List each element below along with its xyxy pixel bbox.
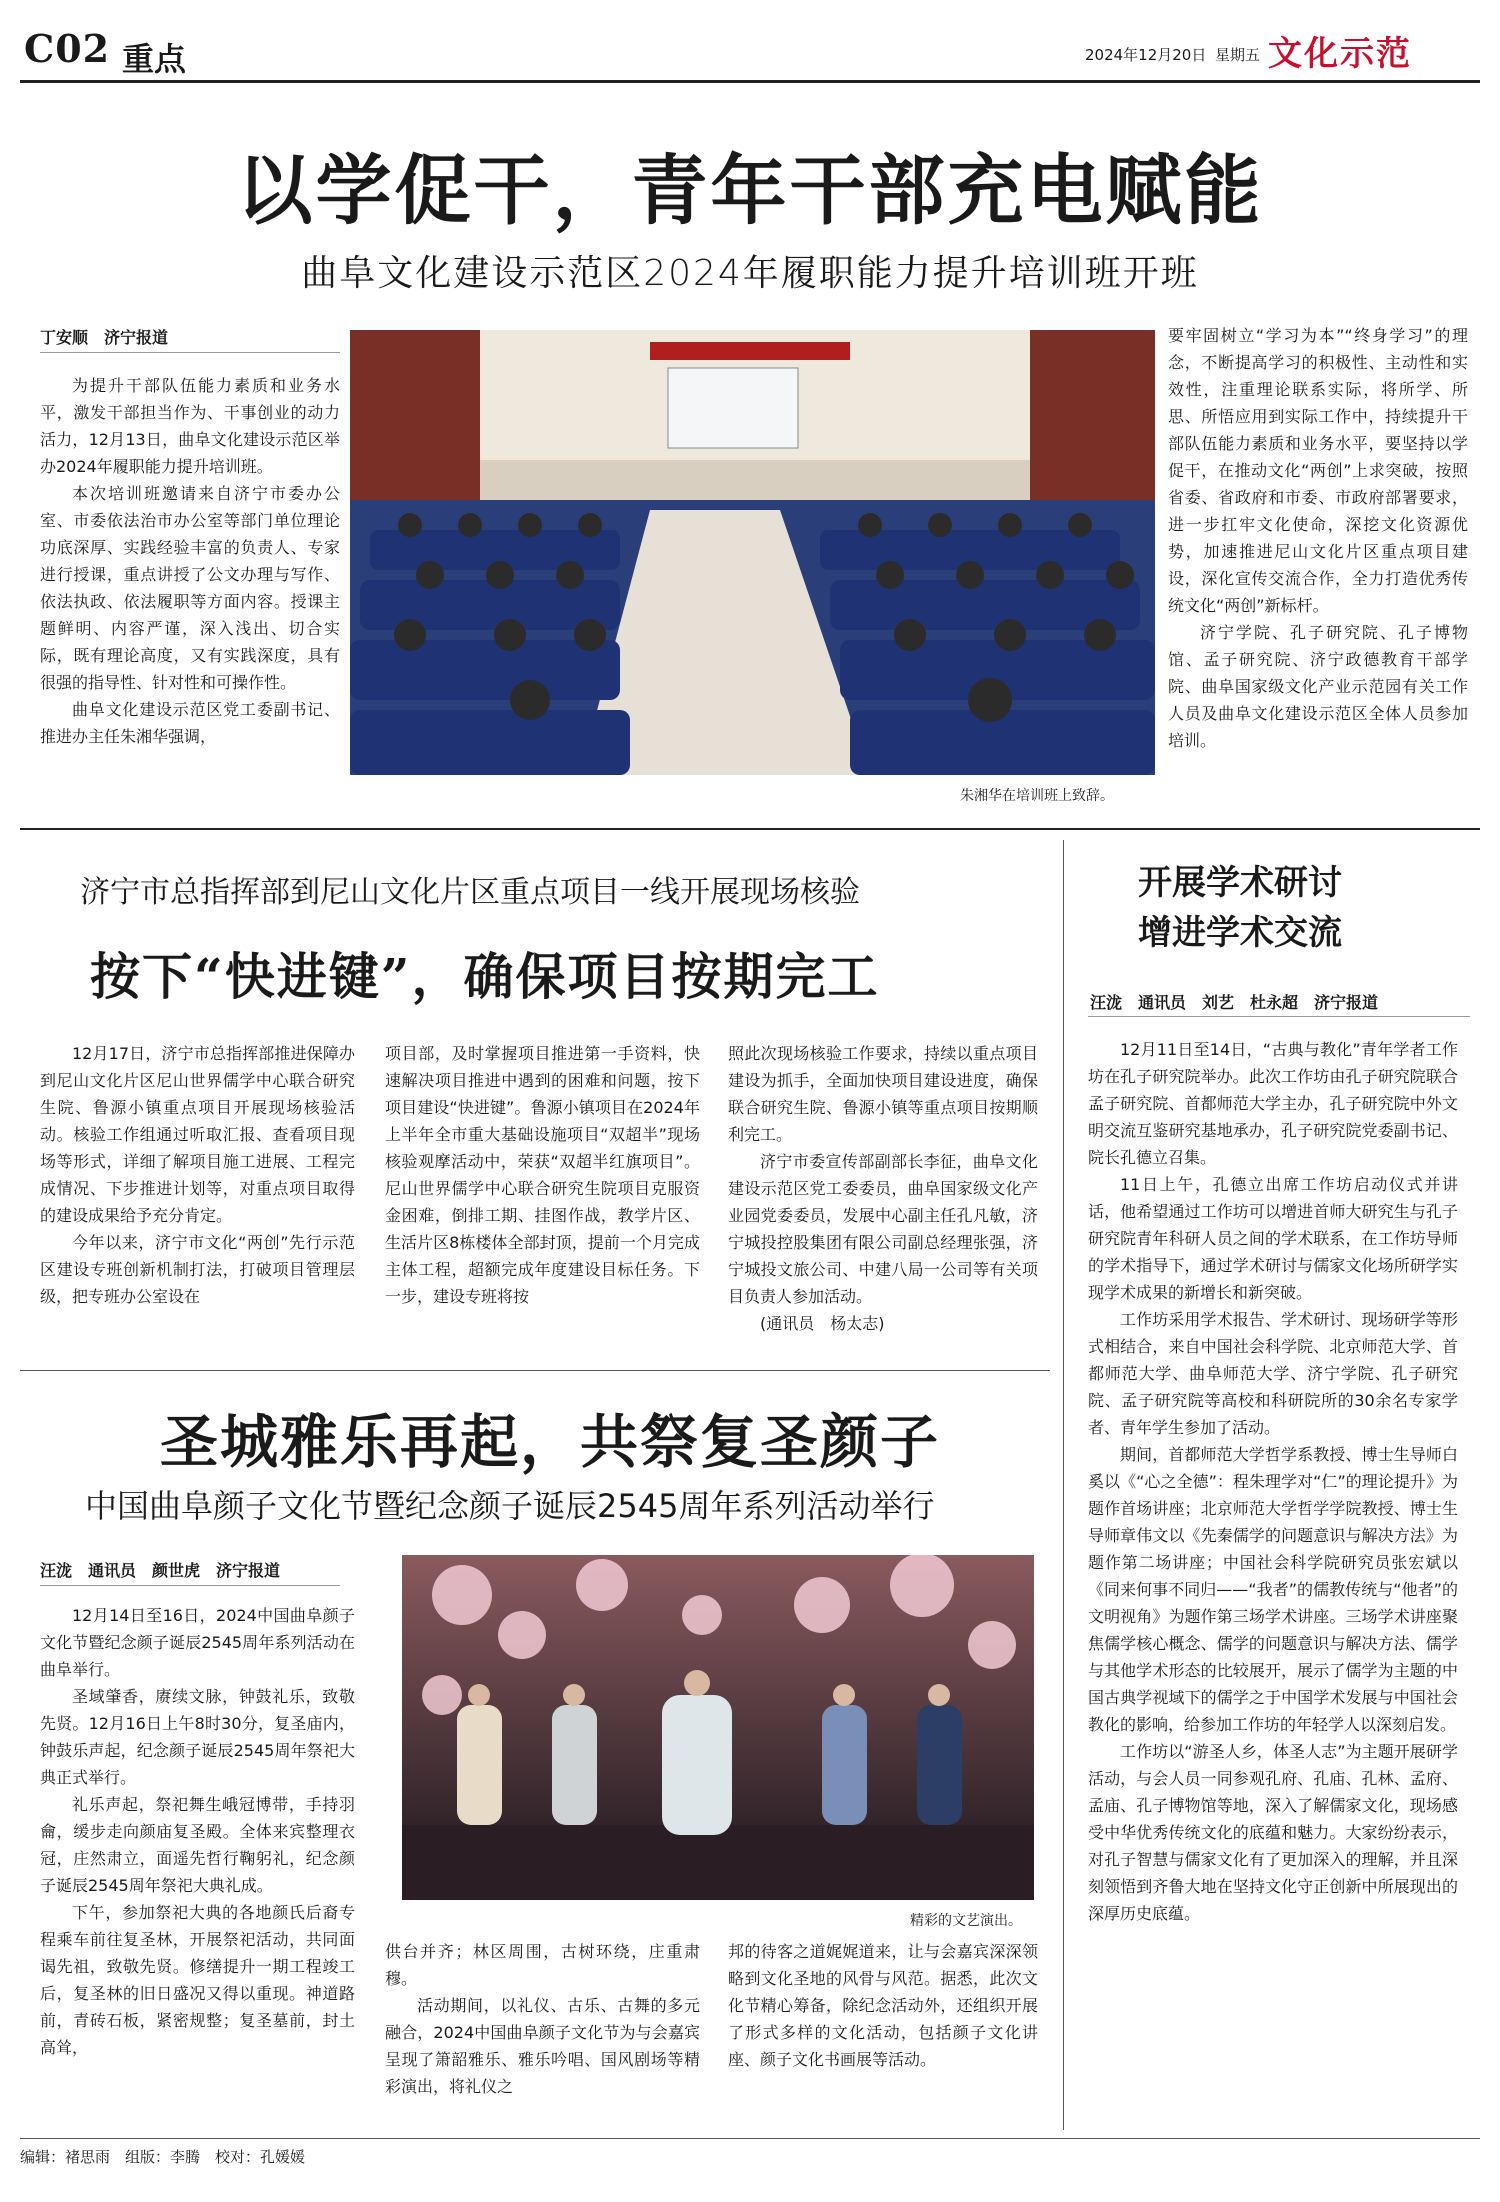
performance-photo bbox=[402, 1555, 1034, 1900]
paragraph: 要牢固树立“学习为本”“终身学习”的理念，不断提高学习的积极性、主动性和实效性，注重理论联系实际，将所学、所思、所悟应用到实际工作中，持续提升干部队伍能力素质和业务水平，要坚持以学促干，在推动文化“两创”上求突破，按照省委、省政府和市委、市政府部署要求，进一步扛牢文化使命，深挖文化资源优势，加速推进尼山文化片区重点项目建设，深化宣传交流合作，全力打造优秀传统文化“两创”新标杆。 bbox=[1168, 326, 1468, 615]
photo-caption: 朱湘华在培训班上致辞。 bbox=[960, 788, 1114, 804]
section-divider bbox=[20, 828, 1480, 830]
paragraph: 12月14日至16日，2024中国曲阜颜子文化节暨纪念颜子诞辰2545周年系列活动在曲阜举行。 bbox=[40, 1606, 355, 1679]
column-divider bbox=[1063, 840, 1064, 2130]
byline-rule bbox=[1088, 1016, 1470, 1017]
training-photo bbox=[350, 330, 1155, 775]
paragraph: 济宁学院、孔子研究院、孔子博物馆、孟子研究院、济宁政德教育干部学院、曲阜国家级文化产业示范园有关工作人员及曲阜文化建设示范区全体人员参加培训。 bbox=[1168, 623, 1468, 750]
article3-byline: 汪泷 通讯员 刘艺 杜永超 济宁报道 bbox=[1090, 993, 1379, 1012]
page-code: C02 bbox=[24, 26, 111, 71]
byline-rule bbox=[40, 352, 340, 353]
section-divider bbox=[20, 1370, 1050, 1371]
byline-rule bbox=[40, 1585, 340, 1586]
paragraph: 活动期间，以礼仪、古乐、古舞的多元融合，2024中国曲阜颜子文化节为与会嘉宾呈现了箫韶雅乐、雅乐吟唱、国风剧场等精彩演出，将礼仪之 bbox=[385, 1996, 700, 2096]
paragraph: 今年以来，济宁市文化“两创”先行示范区建设专班创新机制打法，打破项目管理层级，把专班办公室设在 bbox=[40, 1233, 355, 1306]
article2-kicker: 济宁市总指挥部到尼山文化片区重点项目一线开展现场核验 bbox=[80, 875, 860, 910]
article4-col1 bbox=[40, 1602, 355, 2061]
paragraph: 曲阜文化建设示范区党工委副书记、推进办主任朱湘华强调， bbox=[40, 700, 340, 746]
article2-col2 bbox=[385, 1040, 700, 1310]
article3-title-line1: 开展学术研讨 bbox=[1138, 863, 1342, 903]
article2-title: 按下“快进键”，确保项目按期完工 bbox=[90, 947, 880, 1006]
editor-credits: 编辑：褚思雨 组版：李腾 校对：孔媛媛 bbox=[20, 2148, 306, 2166]
article3-body bbox=[1088, 1036, 1458, 1927]
brand-logo: 文化示范 bbox=[1268, 34, 1412, 74]
article1-byline: 丁安顺 济宁报道 bbox=[40, 328, 169, 347]
photo-caption: 精彩的文艺演出。 bbox=[910, 1913, 1022, 1929]
paragraph: 礼乐声起，祭祀舞生峨冠博带，手持羽龠，缓步走向颜庙复圣殿。全体来宾整理衣冠，庄然肃立，面遥先哲行鞠躬礼，纪念颜子诞辰2545周年祭祀大典礼成。 bbox=[40, 1795, 355, 1895]
paragraph: 项目部，及时掌握项目推进第一手资料，快速解决项目推进中遇到的困难和问题，按下项目建设“快进键”。鲁源小镇项目在2024年上半年全市重大基础设施项目“双超半”现场核验观摩活动中，荣获“双超半红旗项目”。尼山世界儒学中心联合研究生院项目克服资金困难，倒排工期、挂图作战，教学片区、生活片区8栋楼体全部封顶，提前一个月完成主体工程，超额完成年度建设目标任务。下一步，建设专班将按 bbox=[385, 1044, 700, 1306]
paragraph: (通讯员 杨太志) bbox=[760, 1314, 885, 1333]
paragraph: 为提升干部队伍能力素质和业务水平，激发干部担当作为、干事创业的动力活力，12月13日，曲阜文化建设示范区举办2024年履职能力提升培训班。 bbox=[40, 376, 340, 476]
paragraph: 照此次现场核验工作要求，持续以重点项目建设为抓手，全面加快项目建设进度，确保联合研究生院、鲁源小镇等重点项目按期顺利完工。 bbox=[728, 1044, 1038, 1144]
article2-col3 bbox=[728, 1040, 1038, 1337]
article1-col1 bbox=[40, 372, 340, 750]
header-rule bbox=[20, 80, 1480, 83]
article1-title: 以学促干，青年干部充电赋能 bbox=[236, 146, 1264, 235]
article4-title: 圣城雅乐再起，共祭复圣颜子 bbox=[160, 1408, 941, 1476]
article4-col3 bbox=[728, 1938, 1038, 2073]
article4-col2 bbox=[385, 1938, 700, 2100]
paragraph: 11日上午，孔德立出席工作坊启动仪式并讲话，他希望通过工作坊可以增进首师大研究生与孔子研究院青年科研人员之间的学术联系，在工作坊导师的学术指导下，通过学术研讨与儒家文化场所研学实现学术成果的新增长和新突破。 bbox=[1088, 1175, 1458, 1302]
article2-col1 bbox=[40, 1040, 355, 1310]
paragraph: 工作坊以“游圣人乡，体圣人志”为主题开展研学活动，与会人员一同参观孔府、孔庙、孔林、孟府、孟庙、孔子博物馆等地，深入了解儒家文化，现场感受中华优秀传统文化的底蕴和魅力。大家纷纷表示，对孔子智慧与儒家文化有了更加深入的理解，并且深刻领悟到齐鲁大地在坚持文化守正创新中所展现出的深厚历史底蕴。 bbox=[1088, 1742, 1458, 1923]
paragraph: 圣域肇香，赓续文脉，钟鼓礼乐，致敬先贤。12月16日上午8时30分，复圣庙内，钟鼓乐声起，纪念颜子诞辰2545周年祭祀大典正式举行。 bbox=[40, 1687, 355, 1787]
issue-weekday: 星期五 bbox=[1215, 46, 1261, 64]
paragraph: 济宁市委宣传部副部长李征，曲阜文化建设示范区党工委委员，曲阜国家级文化产业园党委委员，发展中心副主任孔凡敏，济宁城投控股集团有限公司副总经理张强，济宁城投文旅公司、中建八局一公司等有关项目负责人参加活动。 bbox=[728, 1152, 1038, 1306]
footer-rule bbox=[20, 2138, 1480, 2139]
issue-date: 2024年12月20日 bbox=[1085, 46, 1207, 64]
paragraph: 下午，参加祭祀大典的各地颜氏后裔专程乘车前往复圣林，开展祭祀活动，共同面谒先祖，致敬先贤。修缮提升一期工程竣工后，复圣林的旧日盛况又得以重现。神道路前，青砖石板，紧密规整；复圣墓前，封土高耸， bbox=[40, 1903, 355, 2057]
article1-subtitle: 曲阜文化建设示范区2024年履职能力提升培训班开班 bbox=[301, 253, 1199, 294]
paragraph: 期间，首都师范大学哲学系教授、博士生导师白奚以《“心之全德”：程朱理学对“仁”的理论提升》为题作首场讲座；北京师范大学哲学学院教授、博士生导师章伟文以《先秦儒学的问题意识与解决方法》为题作第二场讲座；中国社会科学院研究员张宏斌以《同来何事不同归——“我者”的儒教传统与“他者”的文明视角》为题作第三场学术讲座。三场学术讲座聚焦儒学核心概念、儒学的问题意识与解决方法、儒学与其他学术形态的比较展开，展示了儒学为主题的中国古典学视域下的儒学之于中国学术发展与中国社会教化的影响，给参加工作坊的年轻学人以深刻启发。 bbox=[1088, 1445, 1458, 1734]
article4-byline: 汪泷 通讯员 颜世虎 济宁报道 bbox=[40, 1561, 281, 1580]
paragraph: 邦的待客之道娓娓道来，让与会嘉宾深深领略到文化圣地的风骨与风范。据悉，此次文化节精心筹备，除纪念活动外，还组织开展了形式多样的文化活动，包括颜子文化讲座、颜子文化书画展等活动。 bbox=[728, 1942, 1038, 2069]
paragraph: 工作坊采用学术报告、学术研讨、现场研学等形式相结合，来自中国社会科学院、北京师范大学、首都师范大学、曲阜师范大学、济宁学院、孔子研究院、孟子研究院等高校和科研院所的30余名专家学者、青年学生参加了活动。 bbox=[1088, 1310, 1458, 1437]
paragraph: 12月11日至14日，“古典与教化”青年学者工作坊在孔子研究院举办。此次工作坊由孔子研究院联合孟子研究院、首都师范大学主办，孔子研究院中外文明交流互鉴研究基地承办，孔子研究院党委副书记、院长孔德立召集。 bbox=[1088, 1040, 1458, 1167]
article4-subtitle: 中国曲阜颜子文化节暨纪念颜子诞辰2545周年系列活动举行 bbox=[85, 1487, 935, 1525]
article3-title bbox=[1110, 858, 1370, 958]
paragraph: 供台并齐；林区周围，古树环绕，庄重肃穆。 bbox=[385, 1942, 700, 1988]
article1-col2 bbox=[1168, 322, 1468, 754]
section-name: 重点 bbox=[122, 40, 187, 78]
paragraph: 本次培训班邀请来自济宁市委办公室、市委依法治市办公室等部门单位理论功底深厚、实践经验丰富的负责人、专家进行授课，重点讲授了公文办理与写作、依法执政、依法履职等方面内容。授课主题鲜明、内容严谨，深入浅出、切合实际，既有理论高度，又有实践深度，具有很强的指导性、针对性和可操作性。 bbox=[40, 484, 340, 692]
article3-title-line2: 增进学术交流 bbox=[1138, 913, 1342, 953]
paragraph: 12月17日，济宁市总指挥部推进保障办到尼山文化片区尼山世界儒学中心联合研究生院、鲁源小镇重点项目开展现场核验活动。核验工作组通过听取汇报、查看项目现场等形式，详细了解项目施工进展、工程完成情况、下步推进计划等，对重点项目取得的建设成果给予充分肯定。 bbox=[40, 1044, 355, 1225]
